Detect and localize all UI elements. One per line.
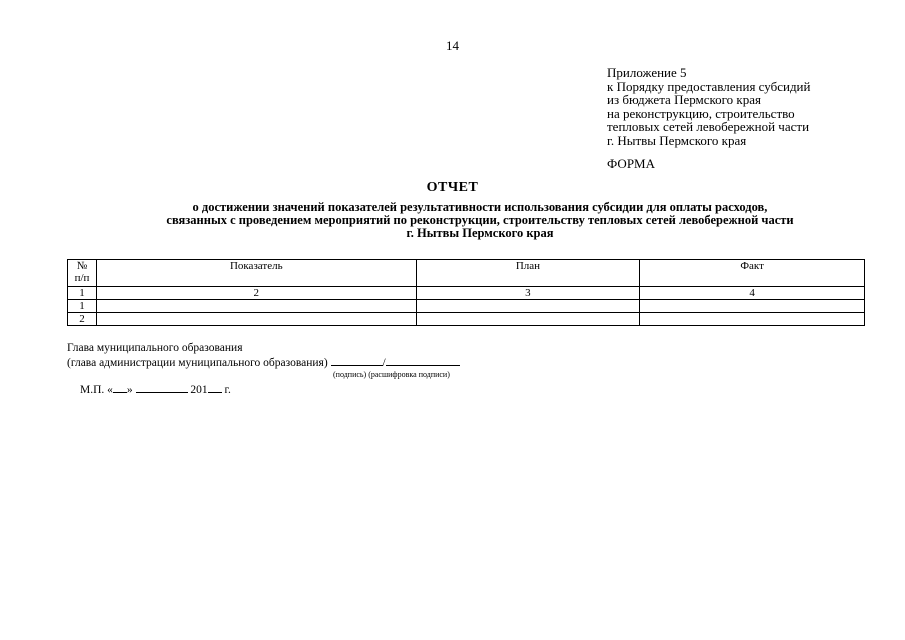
header-plan: План: [416, 260, 640, 287]
table-cell: [416, 300, 640, 313]
report-subtitle: [60, 201, 900, 240]
header-fact: Факт: [640, 260, 865, 287]
signature-separator: /: [382, 357, 386, 369]
table-cell: [416, 313, 640, 326]
header-number: № п/п: [68, 260, 97, 287]
appendix-line: к Порядку предоставления субсидий: [607, 78, 811, 94]
signature-subtitle: (глава администрации муниципального образования): [67, 357, 328, 369]
header-indicator: Показатель: [96, 260, 416, 287]
signature-line: [331, 355, 383, 366]
subtitle-line: связанных с проведением мероприятий по реконструкции, строительству тепловых сетей левобережной части: [166, 213, 794, 227]
table-cell: 1: [68, 300, 97, 313]
table-cell: [640, 313, 865, 326]
table-row: [68, 313, 865, 326]
appendix-line: тепловых сетей левобережной части: [607, 119, 810, 134]
table-cell: 2: [68, 313, 97, 326]
forma-label: ФОРМА: [607, 156, 655, 171]
signature-subtitle-line: [67, 355, 460, 370]
stamp-year-suffix: г.: [224, 384, 231, 396]
stamp-mp: М.П. «: [80, 384, 113, 396]
column-number: 3: [416, 287, 640, 300]
appendix-line: Приложение 5: [607, 65, 687, 80]
appendix-line: из бюджета Пермского края: [607, 92, 762, 107]
appendix-line: г. Нытвы Пермского края: [607, 132, 747, 148]
month-line: [136, 382, 188, 393]
subtitle-line: г. Нытвы Пермского края: [406, 226, 554, 240]
signature-caption: (подпись) (расшифровка подписи): [333, 370, 450, 379]
subtitle-line: о достижении значений показателей результативности использования субсидии для оплаты расходов,: [192, 200, 768, 214]
report-table: [67, 259, 865, 326]
stamp-year-prefix: 201: [190, 384, 208, 396]
table-cell: [96, 300, 416, 313]
table-cell: [96, 313, 416, 326]
appendix-block: [607, 66, 810, 147]
page-number: 14: [446, 38, 459, 53]
stamp-line: [80, 382, 231, 396]
table-row: [68, 300, 865, 313]
name-line: [386, 355, 460, 366]
signature-block: [67, 341, 460, 370]
column-number: 1: [68, 287, 97, 300]
appendix-line: на реконструкцию, строительство: [607, 105, 795, 121]
table-cell: [640, 300, 865, 313]
year-line: [208, 382, 222, 393]
signature-title: Глава муниципального образования: [67, 342, 243, 354]
day-line: [113, 382, 127, 393]
column-number: 2: [96, 287, 416, 300]
stamp-quote-close: »: [126, 384, 133, 396]
table-header-row: [68, 260, 865, 287]
column-number: 4: [640, 287, 865, 300]
table-numbering-row: [68, 287, 865, 300]
report-title: ОТЧЕТ: [426, 180, 479, 195]
